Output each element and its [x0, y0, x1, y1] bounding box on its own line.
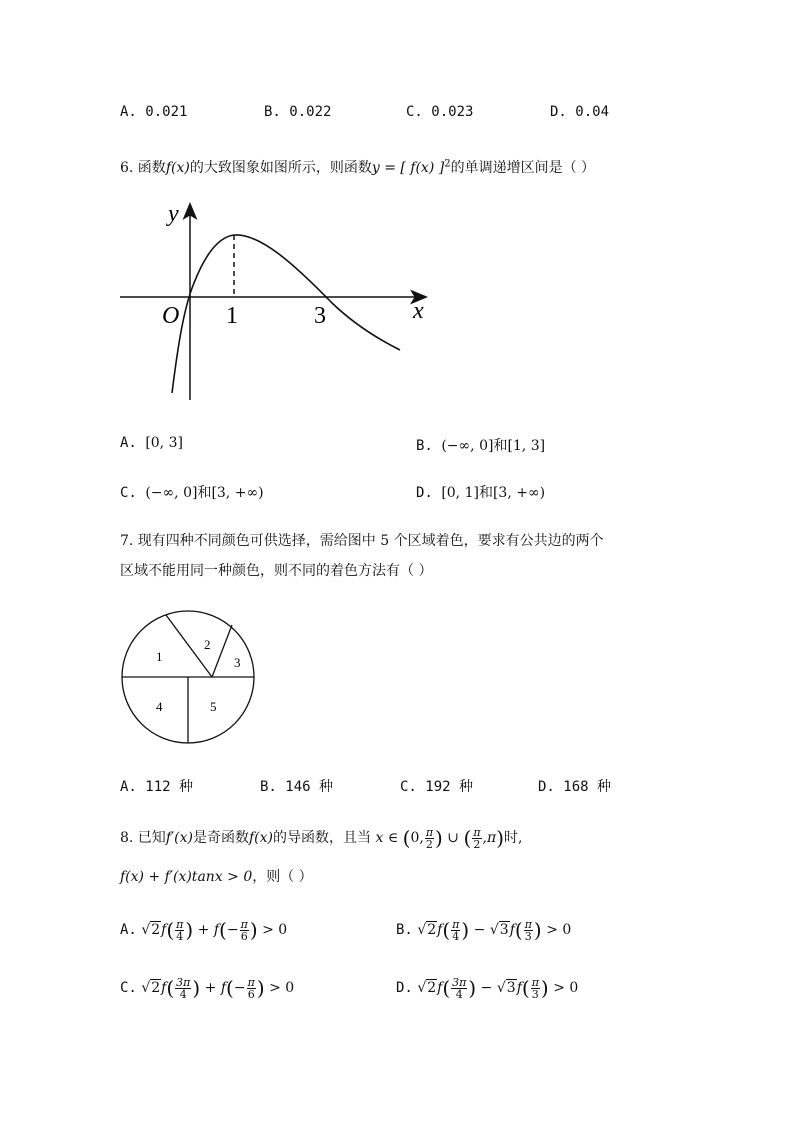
region-3-label: 3 [234, 655, 241, 670]
q8-option-c: C. √2f( $\frac{3\pi}{4}$ ) + f(− $\frac{\pi}{6}$ ) > 0 [120, 975, 295, 1001]
q7-option-d: D. 168 种 [538, 779, 612, 795]
q8-stem-line2: f(x) + f′(x)tanx > 0，则（ ） [120, 869, 313, 885]
q6-option-a: A. [0, 3] [120, 435, 183, 451]
q7-option-a: A. 112 种 [120, 779, 194, 795]
q8-option-b: B. √2f( $\frac{\pi}{4}$ ) − √3f( $\frac{\pi}{3}$ ) > 0 [396, 917, 572, 943]
q5-option-d: D. 0.04 [550, 104, 610, 120]
q6-option-c: C. (−∞, 0]和[3, +∞) [120, 485, 264, 501]
q7-region-circle [118, 607, 258, 747]
q5-option-a: A. 0.021 [120, 104, 188, 120]
q7-stem-line1: 7. 现有四种不同颜色可供选择，需给图中 5 个区域着色，要求有公共边的两个 [120, 533, 604, 549]
region-1-label: 1 [156, 649, 163, 664]
region-4-label: 4 [156, 699, 163, 714]
function-curve [172, 235, 400, 393]
q6-option-d: D. [0, 1]和[3, +∞) [416, 485, 546, 501]
q7-option-b: B. 146 种 [260, 779, 334, 795]
q6-stem: 6. 函数f(x)的大致图象如图所示，则函数y = [ f(x) ]$^2$的单调递增区间是（ ） [120, 158, 596, 176]
region-2-label: 2 [204, 637, 211, 652]
q7-stem-line2: 区域不能用同一种颜色，则不同的着色方法有（ ） [120, 563, 433, 579]
q7-option-c: C. 192 种 [400, 779, 474, 795]
q6-option-b: B. (−∞, 0]和[1, 3] [416, 438, 546, 454]
q6-function-graph [110, 195, 440, 410]
x-axis-label: x [413, 298, 424, 324]
q8-stem-line1: 8. 已知f′(x)是奇函数f(x)的导函数，且当 x ∈ (0, $\frac{\pi}{2}$ ) ∪ ( $\frac{\pi}{2}$ ,π)时, [120, 825, 523, 851]
q8-option-a: A. √2f( $\frac{\pi}{4}$ ) + f(− $\frac{\pi}{6}$ ) > 0 [120, 917, 288, 943]
q5-option-b: B. 0.022 [264, 104, 332, 120]
tick-1-label: 1 [226, 303, 238, 329]
divider-2-3 [212, 625, 232, 677]
region-5-label: 5 [210, 699, 217, 714]
y-axis-label: y [168, 201, 179, 227]
origin-label: O [162, 303, 180, 329]
q5-option-c: C. 0.023 [406, 104, 474, 120]
tick-3-label: 3 [314, 303, 326, 329]
q8-option-d: D. √2f( $\frac{3\pi}{4}$ ) − √3f( $\frac{\pi}{3}$ ) > 0 [396, 975, 579, 1001]
